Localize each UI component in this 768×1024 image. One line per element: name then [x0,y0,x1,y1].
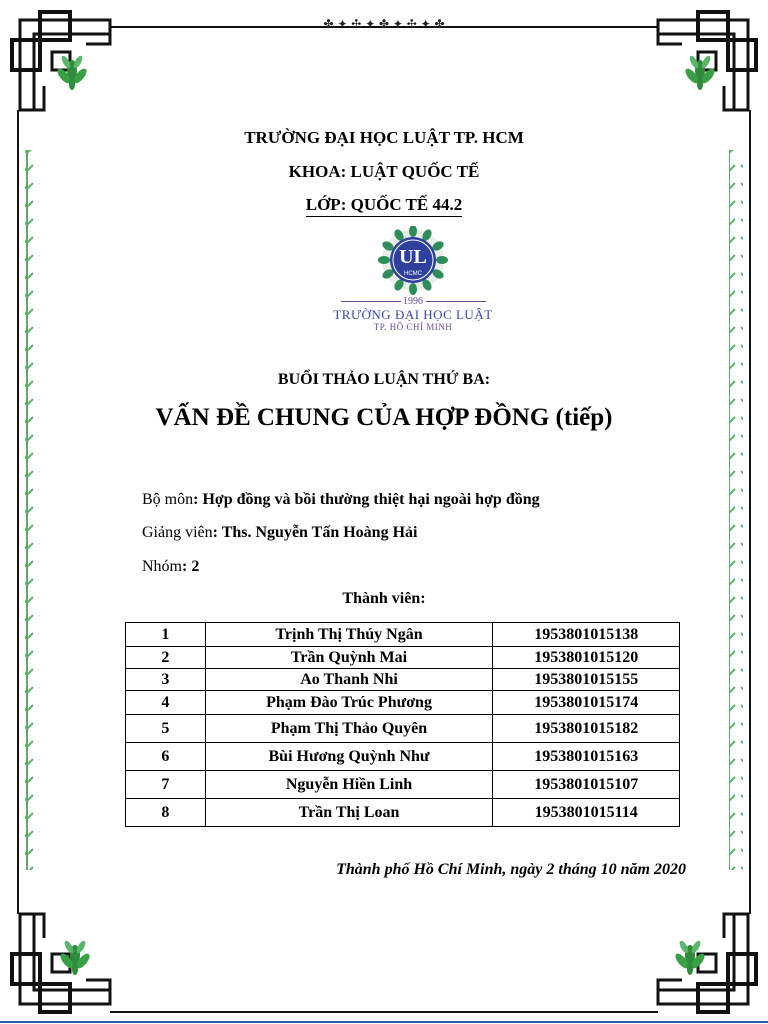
member-name: Trần Thị Loan [205,799,493,827]
school-name: TRƯỜNG ĐẠI HỌC LUẬT TP. HCM [244,128,524,147]
member-name: Bùi Hương Quỳnh Như [205,743,493,771]
group-line [142,558,199,576]
member-no: 1 [126,623,206,647]
subject-label: Bộ môn [142,491,194,508]
member-id: 1953801015107 [493,771,680,799]
member-id: 1953801015155 [493,669,680,691]
member-id: 1953801015120 [493,647,680,669]
lecturer-label: Giảng viên [142,524,213,541]
svg-text:✤ ✦ ✣ ✦ ✤ ✦ ✣ ✦ ✤: ✤ ✦ ✣ ✦ ✤ ✦ ✣ ✦ ✤ [323,17,445,31]
table-row [126,691,680,715]
member-no: 7 [126,771,206,799]
member-no: 6 [126,743,206,771]
member-id: 1953801015174 [493,691,680,715]
table-row [126,715,680,743]
logo-year [316,296,510,307]
member-no: 5 [126,715,206,743]
logo-school-name: TRƯỜNG ĐẠI HỌC LUẬT [333,307,493,322]
lecturer-line [142,524,417,542]
subject-line [142,491,540,509]
leaf-cluster-icon [55,54,89,90]
member-name: Nguyễn Hiền Linh [205,771,493,799]
group-label: Nhóm [142,558,182,575]
logo-monogram: UL [399,246,427,268]
corner-ornament-icon [12,12,110,110]
member-name: Trịnh Thị Thúy Ngân [205,623,493,647]
table-row [126,623,680,647]
member-id: 1953801015182 [493,715,680,743]
corner-ornament-icon [12,914,110,1012]
leaf-cluster-icon [58,939,92,975]
vine-border-icon [25,150,39,870]
topic-title: VẤN ĐỀ CHUNG CỦA HỢP ĐỒNG (tiếp) [155,404,613,431]
member-name: Phạm Thị Thảo Quyên [205,715,493,743]
member-no: 2 [126,647,206,669]
class-label: LỚP: QUỐC TẾ 44.2 [306,195,462,217]
member-id: 1953801015114 [493,799,680,827]
member-id: 1953801015163 [493,743,680,771]
table-row [126,647,680,669]
member-name: Ao Thanh Nhi [205,669,493,691]
leaf-cluster-icon [683,54,717,90]
member-id: 1953801015138 [493,623,680,647]
member-name: Phạm Đào Trúc Phương [205,691,493,715]
member-no: 8 [126,799,206,827]
place-date: Thành phố Hồ Chí Minh, ngày 2 tháng 10 năm 2020 [336,861,686,878]
leaf-cluster-icon [673,939,707,975]
corner-ornament-icon [658,914,756,1012]
logo-emblem [316,226,510,296]
faculty-name: KHOA: LUẬT QUỐC TẾ [288,162,480,181]
corner-ornament-icon [658,12,756,110]
table-row [126,771,680,799]
lecturer-value: : Ths. Nguyễn Tấn Hoàng Hải [212,524,418,541]
vine-border-icon [729,150,743,870]
members-table [125,622,680,827]
members-heading: Thành viên: [342,590,426,607]
member-name: Trần Quỳnh Mai [205,647,493,669]
member-no: 4 [126,691,206,715]
session-title: BUỔI THẢO LUẬN THỨ BA: [277,371,491,388]
table-row [126,669,680,691]
logo-badge-text: HCMC [404,271,422,277]
group-value: : 2 [182,558,200,575]
table-row [126,743,680,771]
subject-value: : Hợp đồng và bồi thường thiệt hại ngoài hợp đồng [193,491,540,508]
table-row [126,799,680,827]
logo-year-text: 1996 [403,296,423,307]
university-logo-icon [316,226,510,346]
member-no: 3 [126,669,206,691]
logo-city: TP. HỒ CHÍ MINH [373,322,453,332]
class-name [0,195,768,215]
